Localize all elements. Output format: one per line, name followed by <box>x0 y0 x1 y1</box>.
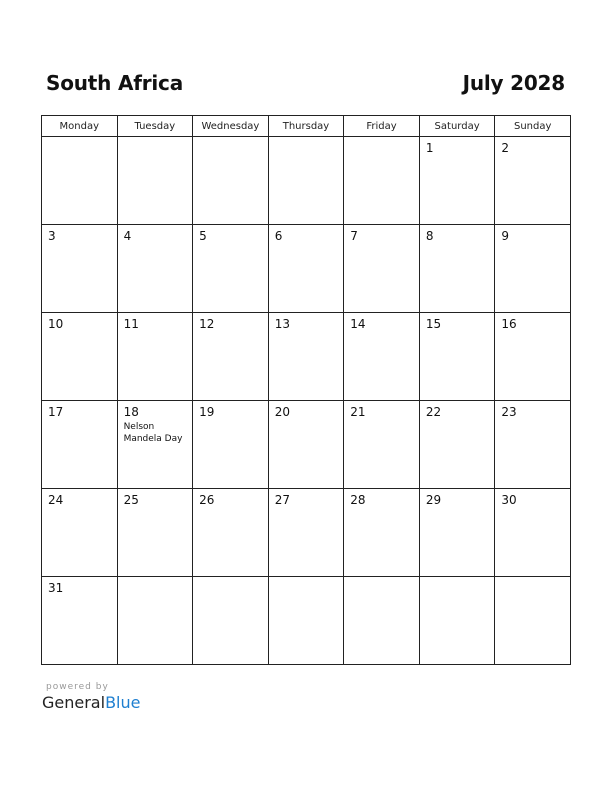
day-number: 14 <box>350 317 366 331</box>
day-cell <box>42 401 118 489</box>
weekday-saturday: Saturday <box>419 116 495 137</box>
day-cell <box>193 313 269 401</box>
day-cell <box>268 137 344 225</box>
day-cell <box>193 401 269 489</box>
day-cell <box>117 577 193 665</box>
day-number: 31 <box>48 581 64 595</box>
day-cell <box>495 225 571 313</box>
day-number: 10 <box>48 317 64 331</box>
day-number: 12 <box>199 317 215 331</box>
day-cell <box>344 577 420 665</box>
day-number: 9 <box>501 229 510 243</box>
day-number: 3 <box>48 229 56 243</box>
day-cell <box>495 137 571 225</box>
day-cell <box>42 489 118 577</box>
calendar-grid <box>41 115 571 665</box>
day-cell <box>495 577 571 665</box>
day-cell <box>495 489 571 577</box>
week-row <box>42 137 571 225</box>
holiday-label: Nelson Mandela Day <box>123 422 183 444</box>
day-number: 22 <box>425 405 442 419</box>
day-cell <box>42 577 118 665</box>
day-cell <box>268 577 344 665</box>
day-number: 6 <box>274 229 283 243</box>
day-number: 24 <box>48 493 64 507</box>
day-cell <box>117 313 193 401</box>
week-row <box>42 489 571 577</box>
day-cell <box>419 489 495 577</box>
day-number: 30 <box>501 493 517 507</box>
day-cell <box>42 313 118 401</box>
day-cell <box>268 313 344 401</box>
day-number: 27 <box>274 493 290 507</box>
day-number: 28 <box>350 493 366 507</box>
day-cell <box>344 489 420 577</box>
day-number: 21 <box>350 405 366 419</box>
day-number: 29 <box>425 493 442 507</box>
day-cell <box>495 313 571 401</box>
day-cell <box>419 401 495 489</box>
day-number: 4 <box>123 229 132 243</box>
country-title: South Africa <box>46 71 183 95</box>
weekday-monday: Monday <box>42 116 118 137</box>
weekday-friday: Friday <box>344 116 420 137</box>
day-cell <box>193 225 269 313</box>
day-cell <box>268 225 344 313</box>
weekday-tuesday: Tuesday <box>117 116 193 137</box>
day-cell <box>193 577 269 665</box>
day-cell <box>419 137 495 225</box>
week-row <box>42 225 571 313</box>
day-cell <box>419 225 495 313</box>
day-cell <box>344 401 420 489</box>
day-cell <box>117 137 193 225</box>
day-cell <box>495 401 571 489</box>
day-number: 23 <box>501 405 517 419</box>
day-cell <box>268 401 344 489</box>
day-number: 8 <box>425 229 434 243</box>
day-cell <box>117 489 193 577</box>
weekday-header-row <box>42 116 571 137</box>
day-cell <box>42 137 118 225</box>
day-cell <box>42 225 118 313</box>
day-cell <box>344 137 420 225</box>
brand-blue-text: Blue <box>105 693 141 712</box>
day-cell <box>344 225 420 313</box>
day-number: 11 <box>123 317 139 331</box>
week-row <box>42 577 571 665</box>
day-number: 13 <box>274 317 290 331</box>
day-number: 18 <box>123 405 139 419</box>
day-cell <box>117 401 193 489</box>
week-row <box>42 401 571 489</box>
weekday-sunday: Sunday <box>495 116 571 137</box>
week-row <box>42 313 571 401</box>
weekday-thursday: Thursday <box>268 116 344 137</box>
day-number: 15 <box>425 317 442 331</box>
day-number: 20 <box>274 405 290 419</box>
day-number: 16 <box>501 317 517 331</box>
day-number: 1 <box>425 141 434 155</box>
day-number: 17 <box>48 405 64 419</box>
day-cell <box>419 577 495 665</box>
powered-by-label: powered by <box>46 682 109 692</box>
day-cell <box>268 489 344 577</box>
day-number: 7 <box>350 229 358 243</box>
weekday-wednesday: Wednesday <box>193 116 269 137</box>
day-cell <box>193 137 269 225</box>
day-number: 19 <box>199 405 215 419</box>
day-cell <box>344 313 420 401</box>
month-title: July 2028 <box>462 71 565 95</box>
day-number: 2 <box>501 141 510 155</box>
brand-general-text: General <box>42 693 106 712</box>
day-number: 26 <box>199 493 215 507</box>
day-number: 25 <box>123 493 139 507</box>
day-cell <box>419 313 495 401</box>
day-cell <box>117 225 193 313</box>
brand-logo <box>42 693 140 712</box>
day-cell <box>193 489 269 577</box>
day-number: 5 <box>199 229 207 243</box>
